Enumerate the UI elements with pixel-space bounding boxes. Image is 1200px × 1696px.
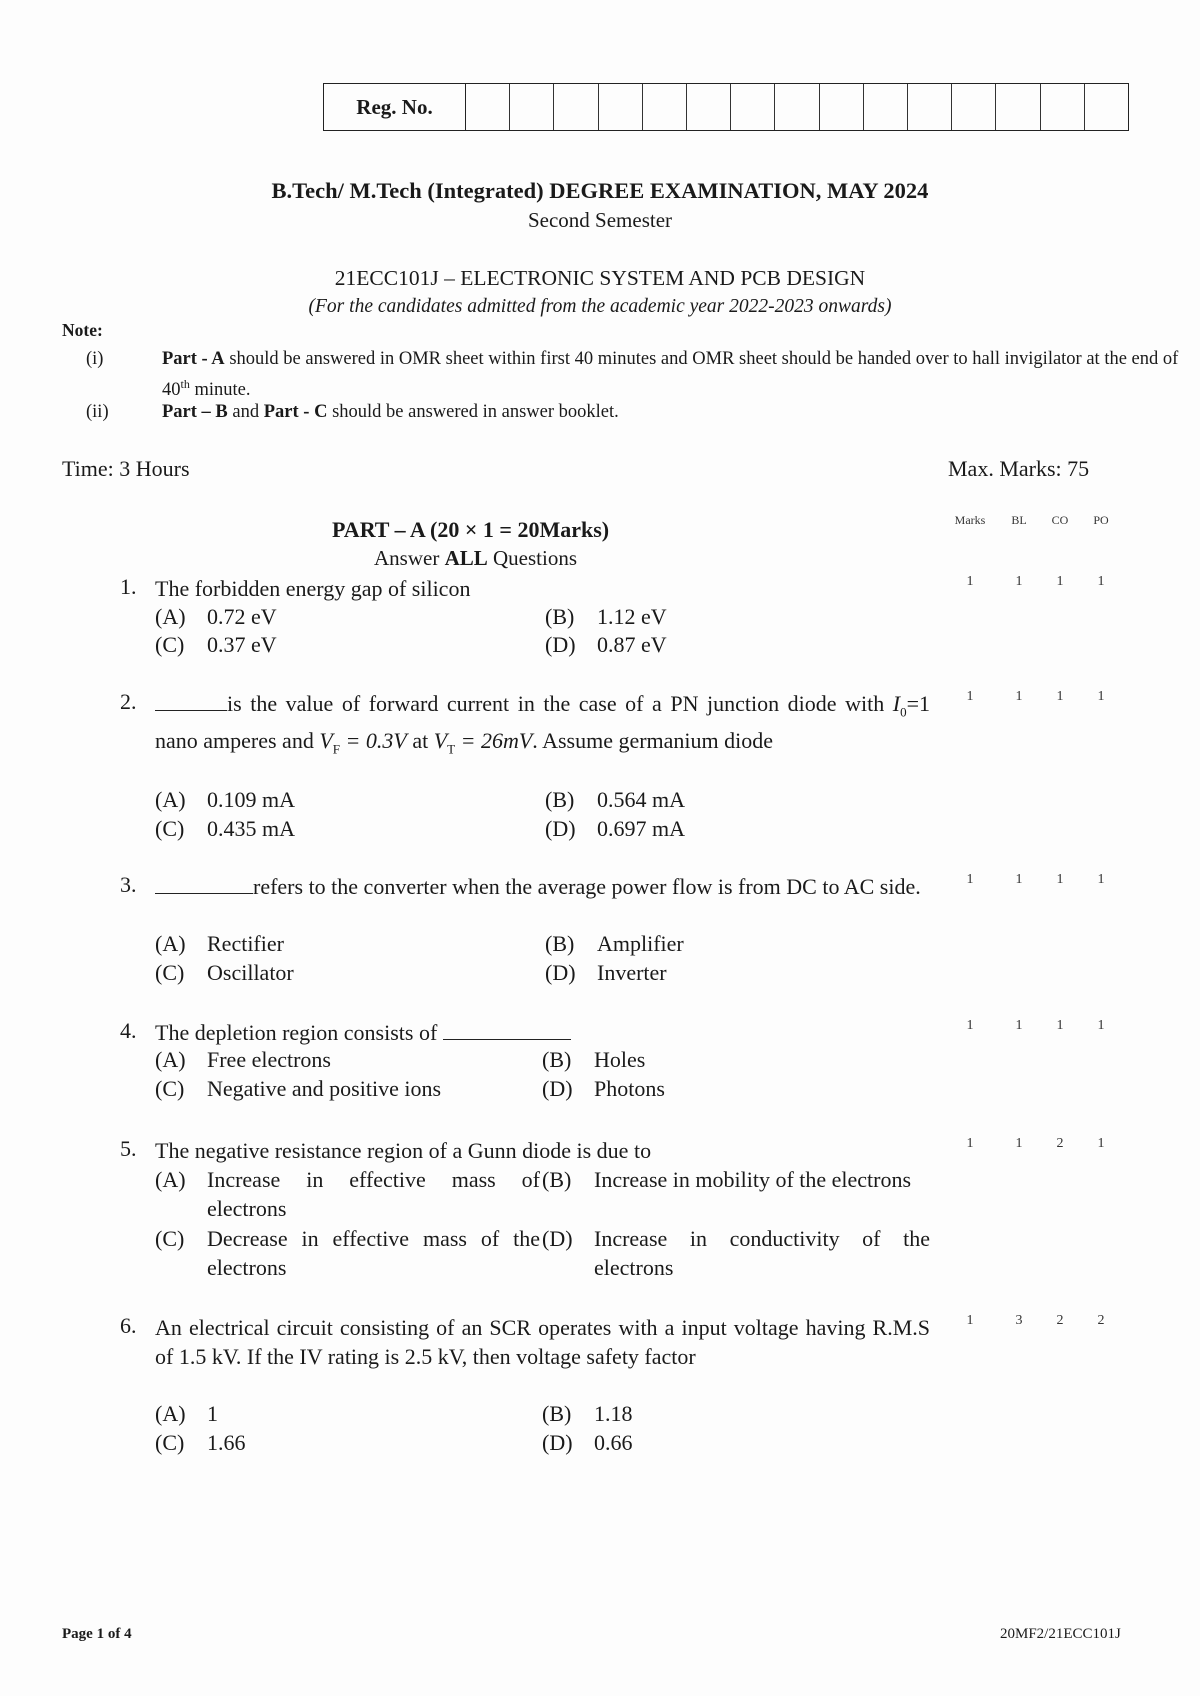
option-letter: (A) <box>155 604 186 629</box>
option-letter: (C) <box>155 1430 185 1455</box>
option-letter: (D) <box>545 816 576 841</box>
symbol: V <box>433 728 448 754</box>
option-d <box>542 1430 633 1456</box>
option-letter: (D) <box>545 632 576 657</box>
option-letter: (C) <box>155 1226 185 1251</box>
option-text: Increase in mobility of the electrons <box>594 1167 912 1192</box>
subscript: F <box>332 741 341 757</box>
question-text-part: The depletion region consists of <box>155 1020 438 1045</box>
option-d <box>542 1224 930 1282</box>
option-text: Amplifier <box>597 931 684 956</box>
po: 1 <box>1097 1018 1105 1033</box>
note-label: Note: <box>62 320 103 340</box>
po: 1 <box>1097 1136 1105 1151</box>
subscript: T <box>447 741 456 757</box>
subtitle-bold: ALL <box>444 546 488 570</box>
subtitle-post: Questions <box>487 546 578 570</box>
option-text: Holes <box>594 1047 646 1072</box>
equation: = 0.3V <box>340 728 407 754</box>
option-text: Decrease in effective mass of the electrons <box>207 1226 540 1280</box>
marks: 1 <box>966 1018 974 1033</box>
po: 2 <box>1097 1313 1105 1328</box>
option-text: 1 <box>207 1401 218 1426</box>
question-number: 3. <box>120 872 137 897</box>
co: 2 <box>1056 1136 1064 1151</box>
answer-blank <box>155 875 253 894</box>
admitted-note: (For the candidates admitted from the academic year 2022-2023 onwards) <box>308 296 892 317</box>
option-a <box>155 1401 218 1427</box>
option-d <box>545 816 685 842</box>
option-text: 0.109 mA <box>207 787 295 812</box>
co: 1 <box>1056 1018 1064 1033</box>
note-sup: th <box>180 377 190 391</box>
option-d <box>545 632 667 658</box>
option-text: Rectifier <box>207 931 284 956</box>
question-text: An electrical circuit consisting of an SCR operates with a input voltage having R.M.S of 1.5 kV. If the IV rating is 2.5 kV, then voltage safety factor <box>155 1315 930 1369</box>
option-a <box>155 1165 540 1223</box>
option-letter: (A) <box>155 1047 186 1072</box>
option-c <box>155 816 295 842</box>
option-text: 0.66 <box>594 1430 633 1455</box>
reg-no-box <box>323 83 1129 131</box>
bl: 1 <box>1015 872 1023 887</box>
option-letter: (B) <box>542 1167 572 1192</box>
option-d <box>542 1076 665 1102</box>
part-a-title: PART – A (20 × 1 = 20Marks) <box>332 517 610 542</box>
marks: 1 <box>966 1313 974 1328</box>
option-b <box>545 787 685 813</box>
option-letter: (C) <box>155 632 185 657</box>
option-text: 0.72 eV <box>207 604 277 629</box>
bl: 1 <box>1015 574 1023 589</box>
option-a <box>155 787 295 813</box>
symbol: I <box>892 691 901 716</box>
option-letter: (A) <box>155 1167 186 1192</box>
subtitle-pre: Answer <box>374 546 445 570</box>
question-text-part: refers to the converter when the average power flow is from DC to AC side. <box>253 874 921 899</box>
option-text: Inverter <box>597 960 667 985</box>
question-text-part: at <box>406 728 434 754</box>
note-text: should be answered in OMR sheet within first 40 minutes and OMR sheet should be handed over to hall invigilator at the end of 40 <box>162 349 1179 401</box>
option-letter: (D) <box>542 1076 573 1101</box>
question-text: The negative resistance region of a Gunn diode is due to <box>155 1138 652 1163</box>
option-a <box>155 1047 331 1073</box>
header-marks: Marks <box>954 513 986 527</box>
option-a <box>155 931 284 957</box>
option-letter: (C) <box>155 816 185 841</box>
option-text: Increase in effective mass of electrons <box>207 1167 540 1221</box>
co: 2 <box>1056 1313 1064 1328</box>
option-letter: (B) <box>545 787 575 812</box>
note-mid: and <box>227 402 264 422</box>
po: 1 <box>1097 872 1105 887</box>
question-number: 1. <box>120 574 137 599</box>
option-d <box>545 960 667 986</box>
option-text: 0.87 eV <box>597 632 667 657</box>
note-number: (i) <box>86 349 104 369</box>
marks: 1 <box>966 1136 974 1151</box>
co: 1 <box>1056 872 1064 887</box>
option-c <box>155 1224 540 1282</box>
answer-blank <box>155 692 227 711</box>
course-title: 21ECC101J – ELECTRONIC SYSTEM AND PCB DESIGN <box>334 266 866 290</box>
option-c <box>155 632 277 658</box>
option-text: 0.37 eV <box>207 632 277 657</box>
question-text-part: . Assume germanium diode <box>532 728 774 754</box>
option-letter: (B) <box>542 1047 572 1072</box>
option-letter: (C) <box>155 1076 185 1101</box>
option-c <box>155 1430 246 1456</box>
exam-title: B.Tech/ M.Tech (Integrated) DEGREE EXAMINATION, MAY 2024 <box>271 178 929 203</box>
option-text: Increase in conductivity of the electrons <box>594 1226 930 1280</box>
question-text-part: =1 nano amperes and <box>155 691 930 754</box>
option-text: Photons <box>594 1076 665 1101</box>
reg-no-label: Reg. No. <box>324 84 466 130</box>
option-letter: (D) <box>542 1226 573 1251</box>
question-number: 6. <box>120 1313 137 1338</box>
exam-time: Time: 3 Hours <box>62 456 190 481</box>
question-text <box>155 1018 930 1047</box>
reg-no-cells <box>466 84 1128 130</box>
marks: 1 <box>966 872 974 887</box>
option-letter: (A) <box>155 931 186 956</box>
option-letter: (B) <box>542 1401 572 1426</box>
note-bold: Part - A <box>162 349 225 369</box>
note-text: should be answered in answer booklet. <box>327 402 619 422</box>
option-letter: (C) <box>155 960 185 985</box>
max-marks: Max. Marks: 75 <box>948 456 1090 481</box>
note-bold-2: Part - C <box>263 402 328 422</box>
option-text: Negative and positive ions <box>207 1076 442 1101</box>
question-number: 2. <box>120 689 137 714</box>
page-number: Page 1 of 4 <box>62 1626 132 1642</box>
option-text: 0.435 mA <box>207 816 295 841</box>
option-text: 1.12 eV <box>597 604 667 629</box>
question-number: 5. <box>120 1136 137 1161</box>
part-a-subtitle <box>374 546 577 571</box>
marks: 1 <box>966 574 974 589</box>
option-text: 1.18 <box>594 1401 633 1426</box>
header-bl: BL <box>1011 513 1027 527</box>
question-number: 4. <box>120 1018 137 1043</box>
symbol: V <box>319 728 333 754</box>
option-b <box>545 931 684 957</box>
header-po: PO <box>1093 513 1109 527</box>
option-letter: (D) <box>542 1430 573 1455</box>
option-text: Oscillator <box>207 960 294 985</box>
option-text: Free electrons <box>207 1047 331 1072</box>
option-letter: (B) <box>545 931 575 956</box>
option-text: 0.697 mA <box>597 816 685 841</box>
marks: 1 <box>966 689 974 704</box>
option-letter: (D) <box>545 960 576 985</box>
po: 1 <box>1097 574 1105 589</box>
co: 1 <box>1056 689 1064 704</box>
option-b <box>542 1165 930 1194</box>
bl: 3 <box>1015 1313 1023 1328</box>
option-a <box>155 604 277 630</box>
option-text: 1.66 <box>207 1430 246 1455</box>
note-bold: Part – B <box>162 402 228 422</box>
co: 1 <box>1056 574 1064 589</box>
option-b <box>542 1401 633 1427</box>
answer-blank <box>443 1021 571 1040</box>
bl: 1 <box>1015 689 1023 704</box>
option-letter: (B) <box>545 604 575 629</box>
bl: 1 <box>1015 1136 1023 1151</box>
option-b <box>542 1047 645 1073</box>
question-text: The forbidden energy gap of silicon <box>155 576 471 601</box>
question-text <box>155 689 930 764</box>
question-text <box>155 872 930 901</box>
option-letter: (A) <box>155 787 186 812</box>
question-text-part: is the value of forward current in the case of a PN junction diode with <box>227 691 893 716</box>
note-tail: minute. <box>189 380 251 401</box>
option-b <box>545 604 667 630</box>
subscript: 0 <box>900 704 907 720</box>
bl: 1 <box>1015 1018 1023 1033</box>
option-text: 0.564 mA <box>597 787 685 812</box>
po: 1 <box>1097 689 1105 704</box>
paper-code: 20MF2/21ECC101J <box>1000 1626 1121 1642</box>
option-c <box>155 1076 441 1102</box>
semester: Second Semester <box>527 208 673 232</box>
option-c <box>155 960 294 986</box>
equation: = 26mV <box>455 728 533 754</box>
header-co: CO <box>1051 513 1069 527</box>
option-letter: (A) <box>155 1401 186 1426</box>
note-number: (ii) <box>86 402 109 422</box>
